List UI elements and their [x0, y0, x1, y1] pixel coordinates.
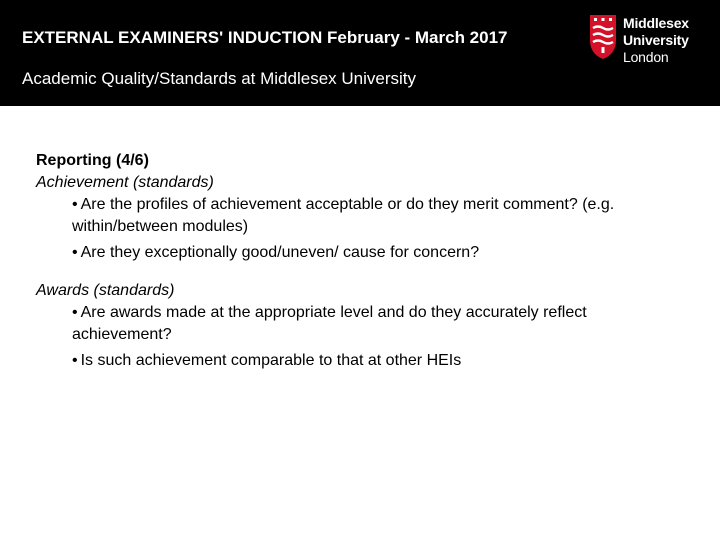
bullet-icon: •: [72, 304, 78, 321]
list-item: [72, 350, 676, 372]
list-item: [72, 302, 676, 346]
bullet-text: Is such achievement comparable to that at other HEIs: [80, 352, 462, 369]
shield-icon: [589, 14, 617, 60]
slide-header: [0, 0, 720, 106]
list-item: [72, 194, 676, 238]
bullet-icon: •: [72, 196, 78, 213]
slide-subtitle: Academic Quality/Standards at Middlesex University: [22, 69, 416, 88]
content-heading: Reporting (4/6): [36, 152, 149, 169]
bullet-text: Are they exceptionally good/uneven/ cause for concern?: [80, 244, 480, 261]
slide-title: EXTERNAL EXAMINERS' INDUCTION February - March 2017: [22, 28, 508, 47]
list-item: [72, 242, 676, 264]
bullet-icon: •: [72, 352, 78, 369]
section-title-achievement: Achievement (standards): [36, 174, 214, 191]
section-title-awards: Awards (standards): [36, 282, 175, 299]
logo-line-middlesex: Middlesex: [623, 15, 689, 31]
slide-body: [36, 150, 676, 376]
bullet-text: Are awards made at the appropriate level and do they accurately reflect achievement?: [72, 304, 587, 343]
logo-wordmark: [623, 15, 689, 66]
logo-line-university: University: [623, 32, 689, 48]
logo-line-london: London: [623, 49, 669, 65]
awards-bullets: [36, 302, 676, 372]
bullet-icon: •: [72, 244, 78, 261]
bullet-text: Are the profiles of achievement acceptable or do they merit comment? (e.g. within/between modules): [72, 196, 615, 235]
achievement-bullets: [36, 194, 676, 264]
university-logo: [589, 14, 709, 70]
